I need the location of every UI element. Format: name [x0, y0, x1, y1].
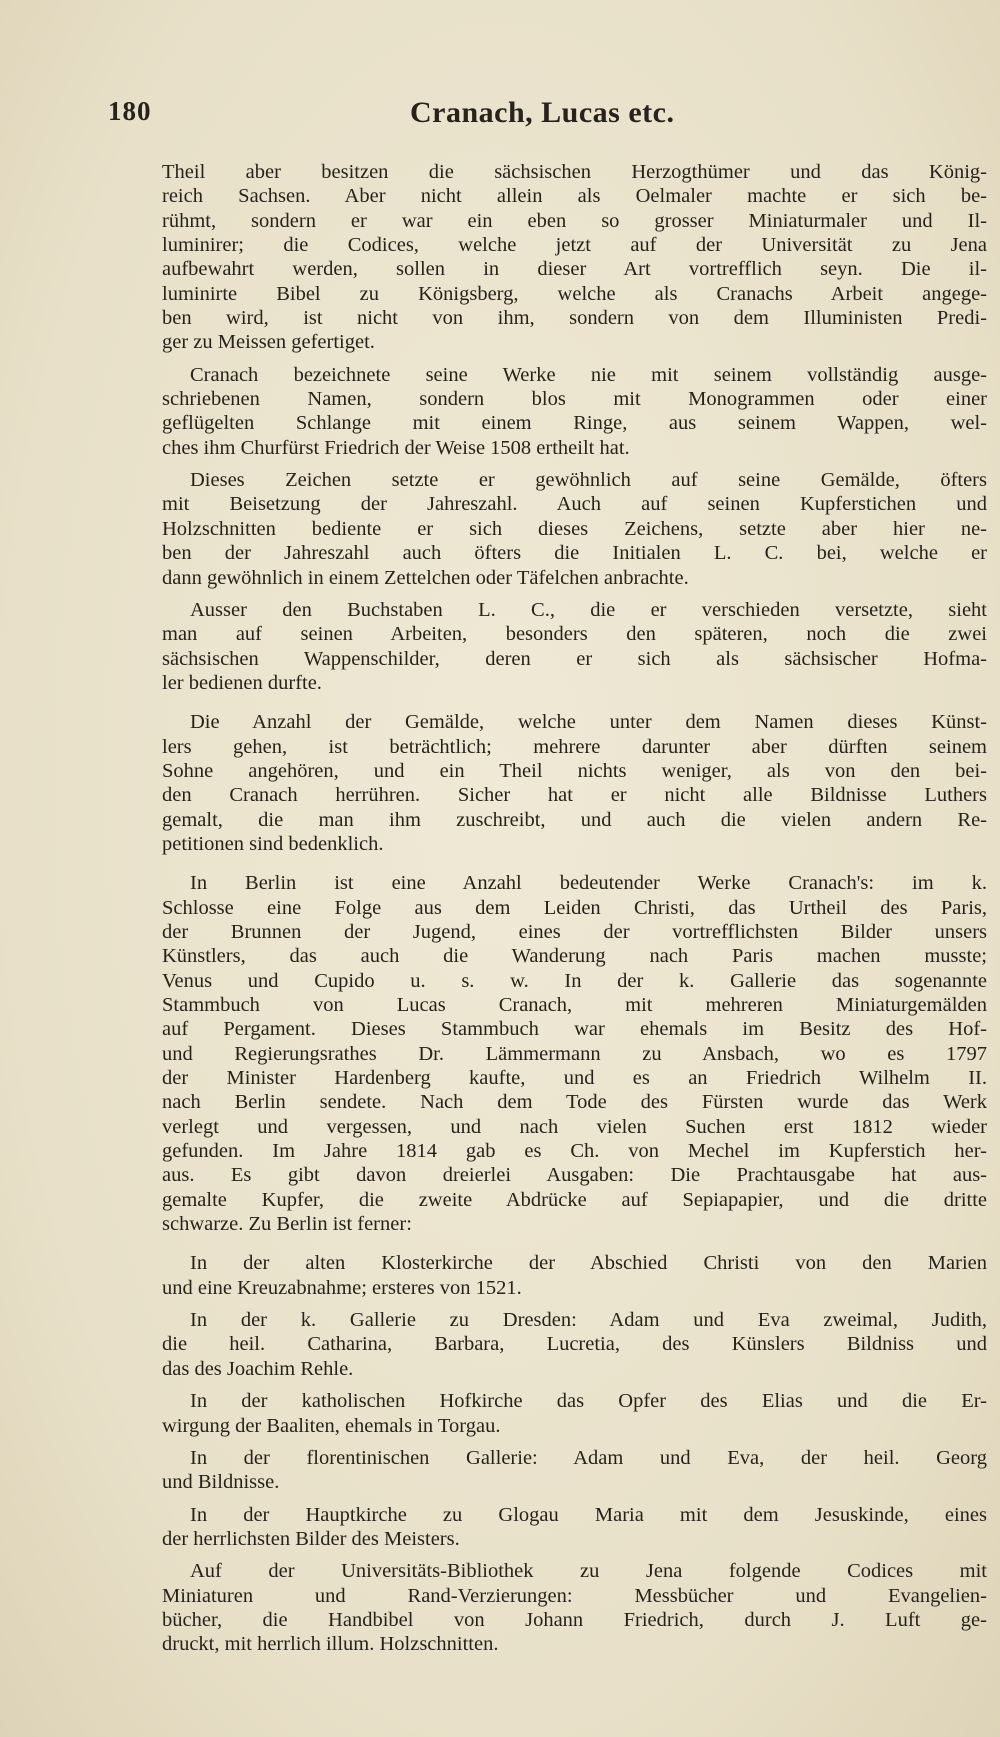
text-line: aus. Es gibt davon dreierlei Ausgaben: Die Prachtausgabe hat aus-: [162, 1164, 987, 1187]
paragraph: [162, 160, 987, 355]
paragraph: [162, 363, 987, 460]
text-line: In der k. Gallerie zu Dresden: Adam und Eva zweimal, Judith,: [190, 1309, 987, 1332]
text-line: dann gewöhnlich in einem Zettelchen oder Täfelchen anbrachte.: [162, 566, 689, 589]
text-line: ben wird, ist nicht von ihm, sondern von dem Illuministen Predi-: [162, 307, 987, 330]
text-line: petitionen sind bedenklich.: [162, 832, 384, 855]
text-line: wirgung der Baaliten, ehemals in Torgau.: [162, 1414, 501, 1437]
text-line: Theil aber besitzen die sächsischen Herzogthümer und das König-: [162, 161, 987, 183]
text-line: reich Sachsen. Aber nicht allein als Oelmaler machte er sich be-: [162, 185, 987, 208]
text-line: Stammbuch von Lucas Cranach, mit mehreren Miniaturgemälden: [162, 994, 987, 1016]
text-line: Ausser den Buchstaben L. C., die er verschieden versetzte, sieht: [190, 598, 987, 621]
text-line: der Brunnen der Jugend, eines der vortrefflichsten Bilder unsers: [162, 920, 987, 943]
body-text: [162, 160, 987, 1665]
text-line: lers gehen, ist beträchtlich; mehrere darunter aber dürften seinem: [162, 735, 987, 758]
text-line: ger zu Meissen gefertiget.: [162, 331, 375, 354]
text-line: mit Beisetzung der Jahreszahl. Auch auf seinen Kupferstichen und: [162, 493, 987, 516]
text-line: In der florentinischen Gallerie: Adam und Eva, der heil. Georg: [190, 1446, 987, 1469]
text-line: Künstlers, das auch die Wanderung nach Paris machen musste;: [162, 945, 987, 968]
text-line: luminirte Bibel zu Königsberg, welche als Cranachs Arbeit angege-: [162, 282, 987, 305]
text-line: und Bildnisse.: [162, 1471, 280, 1494]
paragraph: [162, 871, 987, 1236]
text-line: der Minister Hardenberg kaufte, und es an Friedrich Wilhelm II.: [162, 1067, 987, 1090]
text-line: luminirer; die Codices, welche jetzt auf der Universität zu Jena: [162, 234, 987, 257]
text-line: Holzschnitten bediente er sich dieses Zeichens, setzte aber hier ne-: [162, 517, 987, 540]
paragraph: [162, 1503, 987, 1552]
text-line: schriebenen Namen, sondern blos mit Monogrammen oder einer: [162, 388, 987, 411]
text-line: In der alten Klosterkirche der Abschied Christi von den Marien: [190, 1252, 987, 1275]
text-line: gefunden. Im Jahre 1814 gab es Ch. von Mechel im Kupferstich her-: [162, 1140, 987, 1163]
text-line: und Regierungsrathes Dr. Lämmermann zu Ansbach, wo es 1797: [162, 1042, 987, 1065]
text-line: In der katholischen Hofkirche das Opfer des Elias und die Er-: [190, 1390, 987, 1413]
running-title: Cranach, Lucas etc.: [410, 96, 675, 129]
text-line: In der Hauptkirche zu Glogau Maria mit dem Jesuskinde, eines: [190, 1503, 987, 1526]
paragraph: [162, 598, 987, 695]
text-line: man auf seinen Arbeiten, besonders den späteren, noch die zwei: [162, 623, 987, 646]
paragraph: [162, 1251, 987, 1300]
text-line: gemalte Kupfer, die zweite Abdrücke auf Sepiapapier, und die dritte: [162, 1188, 987, 1211]
text-line: Cranach bezeichnete seine Werke nie mit seinem vollständig ausge-: [190, 363, 987, 386]
text-line: verlegt und vergessen, und nach vielen Suchen erst 1812 wieder: [162, 1115, 987, 1138]
text-line: der herrlichsten Bilder des Meisters.: [162, 1527, 460, 1550]
text-line: nach Berlin sendete. Nach dem Tode des Fürsten wurde das Werk: [162, 1091, 987, 1114]
paragraph: [162, 1308, 987, 1381]
page-number: 180: [108, 96, 152, 126]
paragraph: [162, 468, 987, 590]
text-line: Dieses Zeichen setzte er gewöhnlich auf seine Gemälde, öfters: [190, 469, 987, 492]
text-line: bücher, die Handbibel von Johann Friedrich, durch J. Luft ge-: [162, 1608, 987, 1631]
text-line: Schlosse eine Folge aus dem Leiden Christi, das Urtheil des Paris,: [162, 896, 987, 919]
paragraph: [162, 1389, 987, 1438]
text-line: gemalt, die man ihm zuschreibt, und auch die vielen andern Re-: [162, 808, 987, 831]
text-line: die heil. Catharina, Barbara, Lucretia, des Künslers Bildniss und: [162, 1333, 987, 1356]
text-line: aufbewahrt werden, sollen in dieser Art vortrefflich seyn. Die il-: [162, 258, 987, 281]
text-line: den Cranach herrühren. Sicher hat er nicht alle Bildnisse Luthers: [162, 784, 987, 807]
text-line: Auf der Universitäts-Bibliothek zu Jena folgende Codices mit: [190, 1560, 987, 1583]
text-line: und eine Kreuzabnahme; ersteres von 1521.: [162, 1276, 522, 1299]
text-line: ches ihm Churfürst Friedrich der Weise 1508 ertheilt hat.: [162, 436, 630, 459]
page-header: [100, 96, 900, 136]
text-line: ben der Jahreszahl auch öfters die Initialen L. C. bei, welche er: [162, 542, 987, 565]
text-line: druckt, mit herrlich illum. Holzschnitten.: [162, 1633, 499, 1656]
text-line: geflügelten Schlange mit einem Ringe, aus seinem Wappen, wel-: [162, 412, 987, 435]
paragraph: [162, 1559, 987, 1656]
text-line: Die Anzahl der Gemälde, welche unter dem Namen dieses Künst-: [190, 711, 987, 734]
text-line: Sohne angehören, und ein Theil nichts weniger, als von den bei-: [162, 759, 987, 782]
text-line: das des Joachim Rehle.: [162, 1357, 354, 1380]
text-line: auf Pergament. Dieses Stammbuch war ehemals im Besitz des Hof-: [162, 1018, 987, 1041]
text-line: Venus und Cupido u. s. w. In der k. Gallerie das sogenannte: [162, 969, 987, 992]
text-line: Miniaturen und Rand-Verzierungen: Messbücher und Evangelien-: [162, 1584, 987, 1607]
text-line: schwarze. Zu Berlin ist ferner:: [162, 1213, 412, 1236]
paragraph: [162, 1446, 987, 1495]
text-line: ler bedienen durfte.: [162, 671, 322, 694]
text-line: In Berlin ist eine Anzahl bedeutender Werke Cranach's: im k.: [190, 872, 987, 895]
text-line: rühmt, sondern er war ein eben so grosser Miniaturmaler und Il-: [162, 209, 987, 232]
paragraph: [162, 710, 987, 856]
text-line: sächsischen Wappenschilder, deren er sich als sächsischer Hofma-: [162, 647, 987, 670]
